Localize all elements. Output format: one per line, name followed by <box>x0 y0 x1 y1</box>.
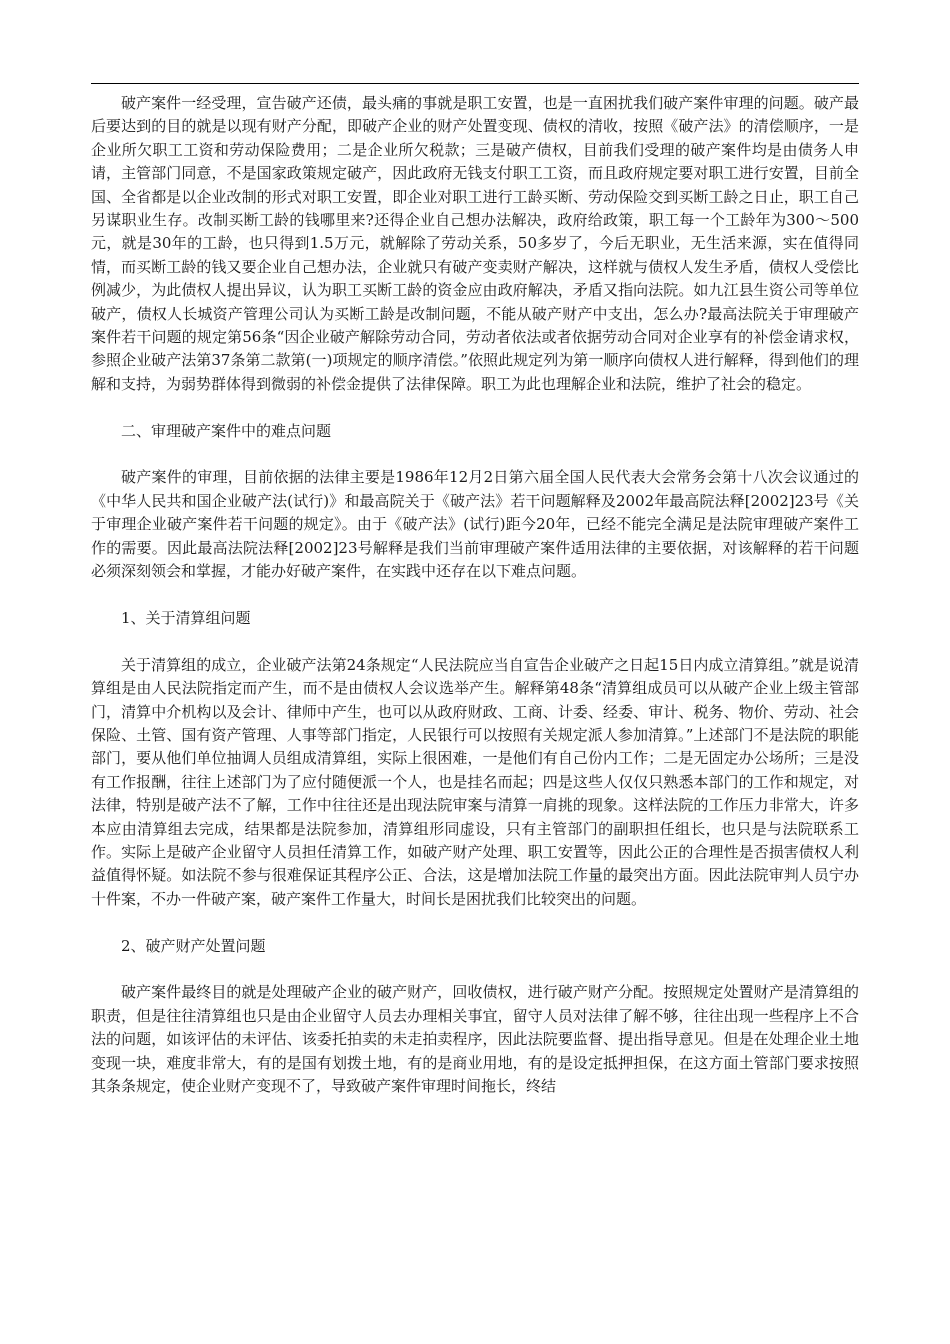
paragraph-spacer <box>91 443 859 466</box>
subsection-heading-property-disposal: 2、破产财产处置问题 <box>121 936 266 955</box>
paragraph-spacer <box>91 630 859 653</box>
header-rule <box>91 83 859 84</box>
subsection-heading-liquidation-group: 1、关于清算组问题 <box>121 608 251 627</box>
paragraph-employee-placement: 破产案件一经受理，宣告破产还债，最头痛的事就是职工安置，也是一直困扰我们破产案件审理的问题。破产最后要达到的目的就是以现有财产分配，即破产企业的财产处置变现、债权的清收，按照《破产法》的清偿顺序，一是企业所欠职工工资和劳动保险费用；二是企业所欠税款；三是破产债权，目前我们受理的破产案件均是由债务人申请，主管部门同意，不是国家政策规定破产，因此政府无钱支付职工工资，而且政府规定要对职工进行安置，目前全国、全省都是以企业改制的形式对职工安置，即企业对职工进行工龄买断、劳动保险交到买断工龄之日止，职工自己另谋职业生存。改制买断工龄的钱哪里来?还得企业自己想办法解决，政府给政策，职工每一个工龄年为300～500元，就是30年的工龄，也只得到1.5万元，就解除了劳动关系，50多岁了，今后无职业，无生活来源，实在值得同情，而买断工龄的钱又要企业自己想办法，企业就只有破产变卖财产解决，这样就与债权人发生矛盾，债权人受偿比例减少，为此债权人提出异议，认为职工买断工龄的资金应由政府解决，矛盾又指向法院。如九江县生资公司等单位破产，债权人长城资产管理公司认为买断工龄是改制问题，不能从破产财产中支出，怎么办?最高法院关于审理破产案件若干问题的规定第56条“因企业破产解除劳动合同，劳动者依法或者依据劳动合同对企业享有的补偿金请求权，参照企业破产法第37条第二款第(一)项规定的顺序清偿。”依照此规定列为第一顺序向债权人进行解释，得到他们的理解和支持，为弱势群体得到微弱的补偿金提供了法律保障。职工为此也理解企业和法院，维护了社会的稳定。 <box>91 94 859 393</box>
paragraph-legal-basis: 破产案件的审理，目前依据的法律主要是1986年12月2日第六届全国人民代表大会常务会第十八次会议通过的《中华人民共和国企业破产法(试行)》和最高院关于《破产法》若干问题解释及2002年最高院法释[2002]23号《关于审理企业破产案件若干问题的规定》。由于《破产法》(试行)距今20年，已经不能完全满足是法院审理破产案件工作的需要。因此最高法院法释[2002]23号解释是我们当前审理破产案件适用法律的主要依据，对该解释的若干问题必须深刻领会和掌握，才能办好破产案件，在实践中还存在以下难点问题。 <box>91 468 859 581</box>
document-body <box>91 92 859 1098</box>
section-heading-difficulties: 二、审理破产案件中的难点问题 <box>121 421 332 440</box>
paragraph-property-disposal: 破产案件最终目的就是处理破产企业的破产财产，回收债权，进行破产财产分配。按照规定处置财产是清算组的职责，但是往往清算组也只是由企业留守人员去办理相关事宜，留守人员对法律了解不够，往往出现一些程序上不合法的问题，如该评估的未评估、该委托拍卖的未走拍卖程序，因此法院要监督、提出指导意见。但是在处理企业土地变现一块，难度非常大，有的是国有划拨土地，有的是商业用地，有的是设定抵押担保，在这方面土管部门要求按照其条条规定，使企业财产变现不了，导致破产案件审理时间拖长，终结 <box>91 983 859 1095</box>
paragraph-liquidation-group: 关于清算组的成立，企业破产法第24条规定“人民法院应当自宣告企业破产之日起15日内成立清算组。”就是说清算组是由人民法院指定而产生，而不是由债权人会议选举产生。解释第48条“清算组成员可以从破产企业上级主管部门，清算中介机构以及会计、律师中产生，也可以从政府财政、工商、计委、经委、审计、税务、物价、劳动、社会保险、土管、国有资产管理、人事等部门指定，人民银行可以按照有关规定派人参加清算。”上述部门不是法院的职能部门，要从他们单位抽调人员组成清算组，实际上很困难，一是他们有自己份内工作；二是无固定办公场所；三是没有工作报酬，往往上述部门为了应付随便派一个人，也是挂名而起；四是这些人仅仅只熟悉本部门的工作和规定，对法律，特别是破产法不了解，工作中往往还是出现法院审案与清算一肩挑的现象。这样法院的工作压力非常大，许多本应由清算组去完成，结果都是法院参加，清算组形同虚设，只有主管部门的副职担任组长，也只是与法院联系工作。实际上是破产企业留守人员担任清算工作，如破产财产处理、职工安置等，因此公正的合理性是否损害债权人利益值得怀疑。如法院不参与很难保证其程序公正、合法，这是增加法院工作量的最突出方面。因此法院审判人员宁办十件案，不办一件破产案，破产案件工作量大，时间长是困扰我们比较突出的问题。 <box>91 655 859 908</box>
paragraph-spacer <box>91 911 859 934</box>
document-page <box>91 0 859 1344</box>
paragraph-spacer <box>91 958 859 981</box>
paragraph-spacer <box>91 396 859 419</box>
paragraph-spacer <box>91 584 859 607</box>
